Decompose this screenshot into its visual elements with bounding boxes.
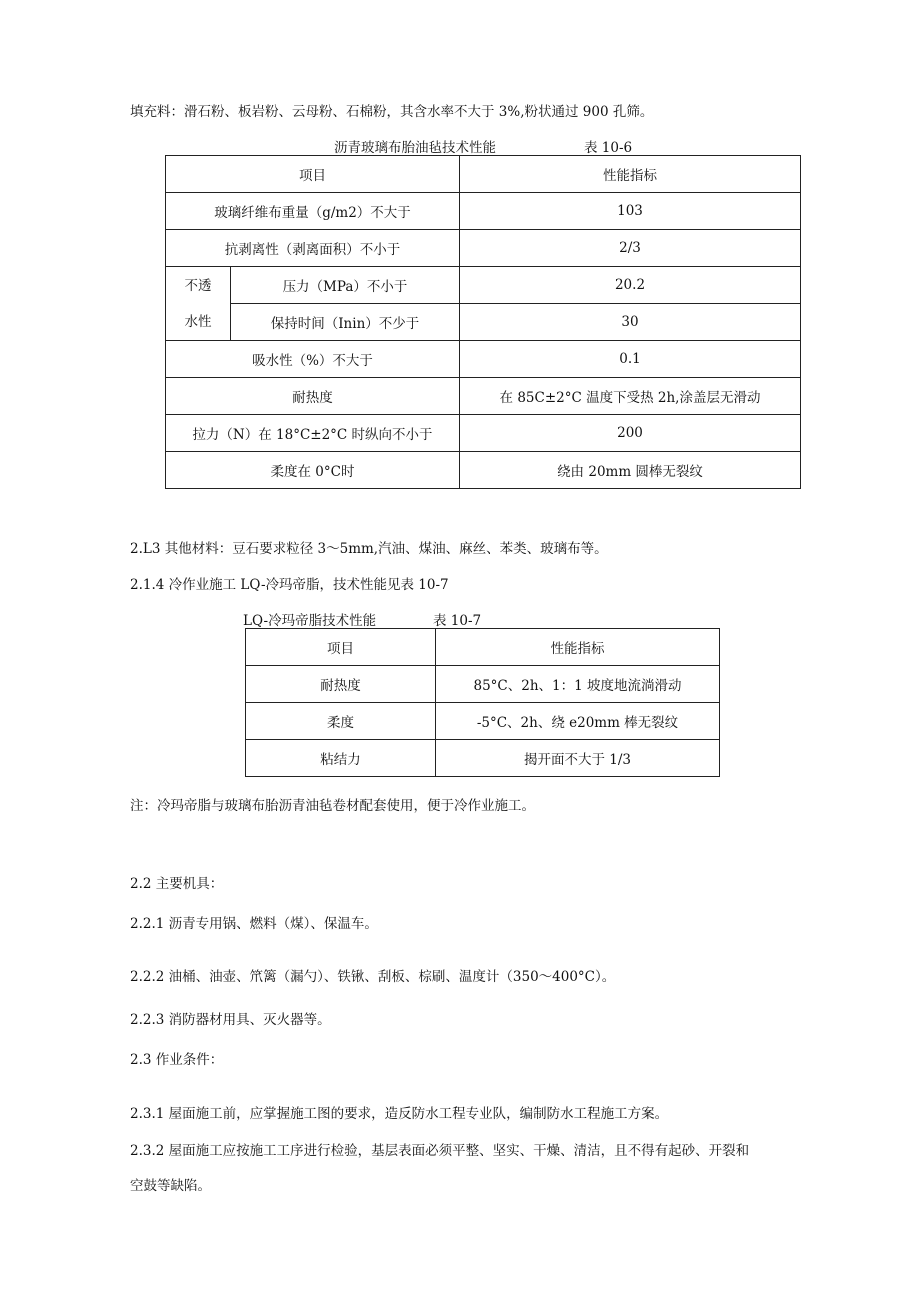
table-cell-label: 抗剥离性（剥离面积）不小于: [166, 230, 460, 267]
table-row: [246, 740, 720, 777]
table-cell-label: 拉力（N）在 18°C±2°C 时纵向不小于: [166, 415, 460, 452]
group-label-top: 不透: [184, 277, 212, 294]
table-cell-value: 103: [460, 193, 801, 230]
table2-number: 表 10-7: [433, 613, 482, 629]
table-row: [166, 415, 801, 452]
paragraph-2-3-1: 2.3.1 屋面施工前，应掌握施工图的要求，造反防水工程专业队，编制防水工程施工方案。: [130, 1106, 669, 1122]
paragraph-2-1-3: 2.L3 其他材料：豆石要求粒径 3～5mm,汽油、煤油、麻丝、苯类、玻璃布等。: [130, 541, 608, 557]
table-header-cell: 性能指标: [460, 156, 801, 193]
table2: [245, 628, 720, 777]
table-cell-value: 绕由 20mm 圆棒无裂纹: [460, 452, 801, 489]
table-cell-value: 在 85C±2°C 温度下受热 2h,涂盖层无滑动: [460, 378, 801, 415]
table-cell-value: 2/3: [460, 230, 801, 267]
table-row: [166, 304, 801, 341]
table-cell-value: 揭开面不大于 1/3: [436, 740, 720, 777]
group-label-bottom: 水性: [184, 313, 212, 330]
table-cell-label: 耐热度: [166, 378, 460, 415]
table-cell-value: -5°C、2h、绕 e20mm 棒无裂纹: [436, 703, 720, 740]
table-cell-label: 压力（MPa）不小于: [231, 267, 460, 304]
paragraph-2-2-2: 2.2.2 油桶、油壶、笊篱（漏勺）、铁锹、刮板、棕刷、温度计（350～400°C）。: [130, 969, 616, 985]
paragraph-2-3-2-line1: 2.3.2 屋面施工应按施工工序进行检验，基层表面必须平整、坚实、干燥、清洁，且不得有起砂、开裂和: [130, 1143, 750, 1159]
paragraph-2-2-3: 2.2.3 消防器材用具、灭火器等。: [130, 1012, 331, 1028]
table-header-cell: 项目: [246, 629, 436, 666]
table-row: [166, 378, 801, 415]
table-row: [166, 267, 801, 304]
table-row: [166, 341, 801, 378]
table-cell-label: 保持时间（Inin）不少于: [231, 304, 460, 341]
table-cell-label: 粘结力: [246, 740, 436, 777]
table-cell-value: 30: [460, 304, 801, 341]
table-header-row: [166, 156, 801, 193]
table-cell-value: 20.2: [460, 267, 801, 304]
heading-2-3: 2.3 作业条件：: [130, 1052, 224, 1068]
table-cell-value: 0.1: [460, 341, 801, 378]
heading-2-2: 2.2 主要机具：: [130, 876, 224, 892]
table1-number: 表 10-6: [584, 140, 633, 156]
table-cell-label: 耐热度: [246, 666, 436, 703]
paragraph-filler: 填充料：滑石粉、板岩粉、云母粉、石棉粉，其含水率不大于 3%,粉状通过 900 孔筛。: [130, 104, 654, 120]
table-cell-value: 200: [460, 415, 801, 452]
table-header-cell: 性能指标: [436, 629, 720, 666]
table1: [165, 155, 801, 489]
table-cell-label: 柔度在 0°C时: [166, 452, 460, 489]
paragraph-2-1-4: 2.1.4 冷作业施工 LQ-冷玛帝脂，技术性能见表 10-7: [130, 577, 449, 593]
table-header-cell: 项目: [166, 156, 460, 193]
table-row: [246, 666, 720, 703]
paragraph-note: 注：冷玛帝脂与玻璃布胎沥青油毡卷材配套使用，便于冷作业施工。: [130, 798, 535, 814]
table-group-cell: [166, 267, 231, 341]
table-row: [166, 193, 801, 230]
table-row: [246, 703, 720, 740]
table-header-row: [246, 629, 720, 666]
table-cell-label: 吸水性（%）不大于: [166, 341, 460, 378]
table-cell-value: 85°C、2h、1：1 坡度地流淌滑动: [436, 666, 720, 703]
paragraph-2-3-2-line2: 空鼓等缺陷。: [130, 1178, 211, 1194]
paragraph-2-2-1: 2.2.1 沥青专用锅、燃料（煤）、保温车。: [130, 916, 378, 932]
table2-title: LQ-冷玛帝脂技术性能: [243, 613, 377, 629]
table-row: [166, 230, 801, 267]
table-cell-label: 玻璃纤维布重量（g/m2）不大于: [166, 193, 460, 230]
table-row: [166, 452, 801, 489]
table1-title: 沥青玻璃布胎油毡技术性能: [334, 140, 496, 156]
table-cell-label: 柔度: [246, 703, 436, 740]
